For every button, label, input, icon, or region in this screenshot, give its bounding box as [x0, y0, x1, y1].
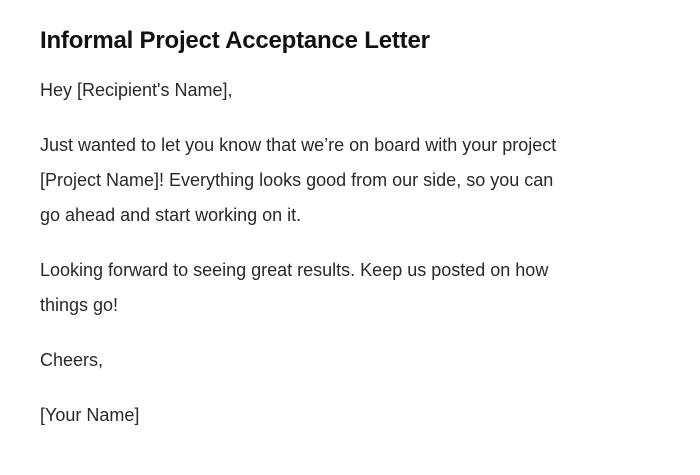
letter-closing: Cheers,: [40, 350, 104, 370]
letter-body-paragraph-1: Just wanted to let you know that we’re on board with your project [Project Name]! Everything looks good from our side, so you can go ahead and start working on it.: [40, 135, 557, 225]
letter-signature: [Your Name]: [40, 405, 140, 425]
letter-title: Informal Project Acceptance Letter: [40, 27, 430, 54]
letter-body-paragraph-2: Looking forward to seeing great results. Keep us posted on how things go!: [40, 260, 549, 315]
letter-greeting: Hey [Recipient's Name],: [40, 80, 233, 100]
